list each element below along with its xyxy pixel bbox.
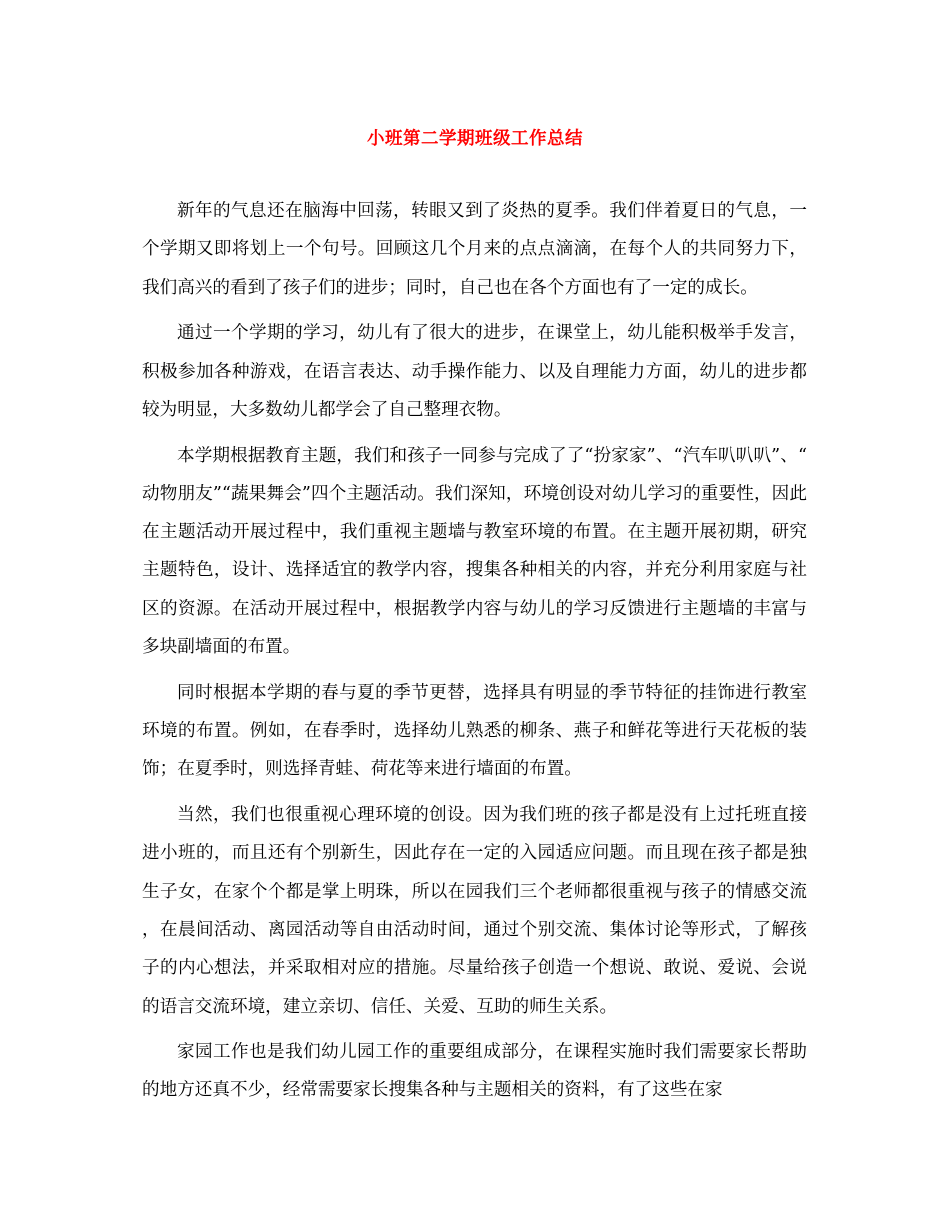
paragraph: 家园工作也是我们幼儿园工作的重要组成部分，在课程实施时我们需要家长帮助的地方还真不少，经常需要家长搜集各种与主题相关的资料，有了这些在家 xyxy=(142,1042,807,1101)
paragraph: 同时根据本学期的春与夏的季节更替，选择具有明显的季节特征的挂饰进行教室环境的布置。例如，在春季时，选择幼儿熟悉的柳条、燕子和鲜花等进行天花板的装饰；在夏季时，则选择青蛙、荷花等来进行墙面的布置。 xyxy=(142,682,807,780)
document-body xyxy=(142,192,807,1117)
paragraph: 新年的气息还在脑海中回荡，转眼又到了炎热的夏季。我们伴着夏日的气息，一个学期又即将划上一个句号。回顾这几个月来的点点滴滴，在每个人的共同努力下，我们高兴的看到了孩子们的进步；同时，自己也在各个方面也有了一定的成长。 xyxy=(142,201,807,298)
document-title: 小班第二学期班级工作总结 xyxy=(367,129,583,149)
paragraph: 通过一个学期的学习，幼儿有了很大的进步，在课堂上，幼儿能积极举手发言，积极参加各种游戏，在语言表达、动手操作能力、以及自理能力方面，幼儿的进步都较为明显，大多数幼儿都学会了自己整理衣物。 xyxy=(142,323,807,420)
paragraph: 当然，我们也很重视心理环境的创设。因为我们班的孩子都是没有上过托班直接进小班的，而且还有个别新生，因此存在一定的入园适应问题。而且现在孩子都是独生子女，在家个个都是掌上明珠，所以在园我们三个老师都很重视与孩子的情感交流，在晨间活动、离园活动等自由活动时间，通过个别交流、集体讨论等形式，了解孩子的内心想法，并采取相对应的措施。尽量给孩子创造一个想说、敢说、爱说、会说的语言交流环境，建立亲切、信任、关爱、互助的师生关系。 xyxy=(142,805,807,1017)
paragraph: 本学期根据教育主题，我们和孩子一同参与完成了了“扮家家”、“汽车叭叭叭”、“动物朋友”“蔬果舞会”四个主题活动。我们深知，环境创设对幼儿学习的重要性，因此在主题活动开展过程中，我们重视主题墙与教室环境的布置。在主题开展初期，研究主题特色，设计、选择适宜的教学内容，搜集各种相关的内容，并充分利用家庭与社区的资源。在活动开展过程中，根据教学内容与幼儿的学习反馈进行主题墙的丰富与多块副墙面的布置。 xyxy=(142,445,807,658)
